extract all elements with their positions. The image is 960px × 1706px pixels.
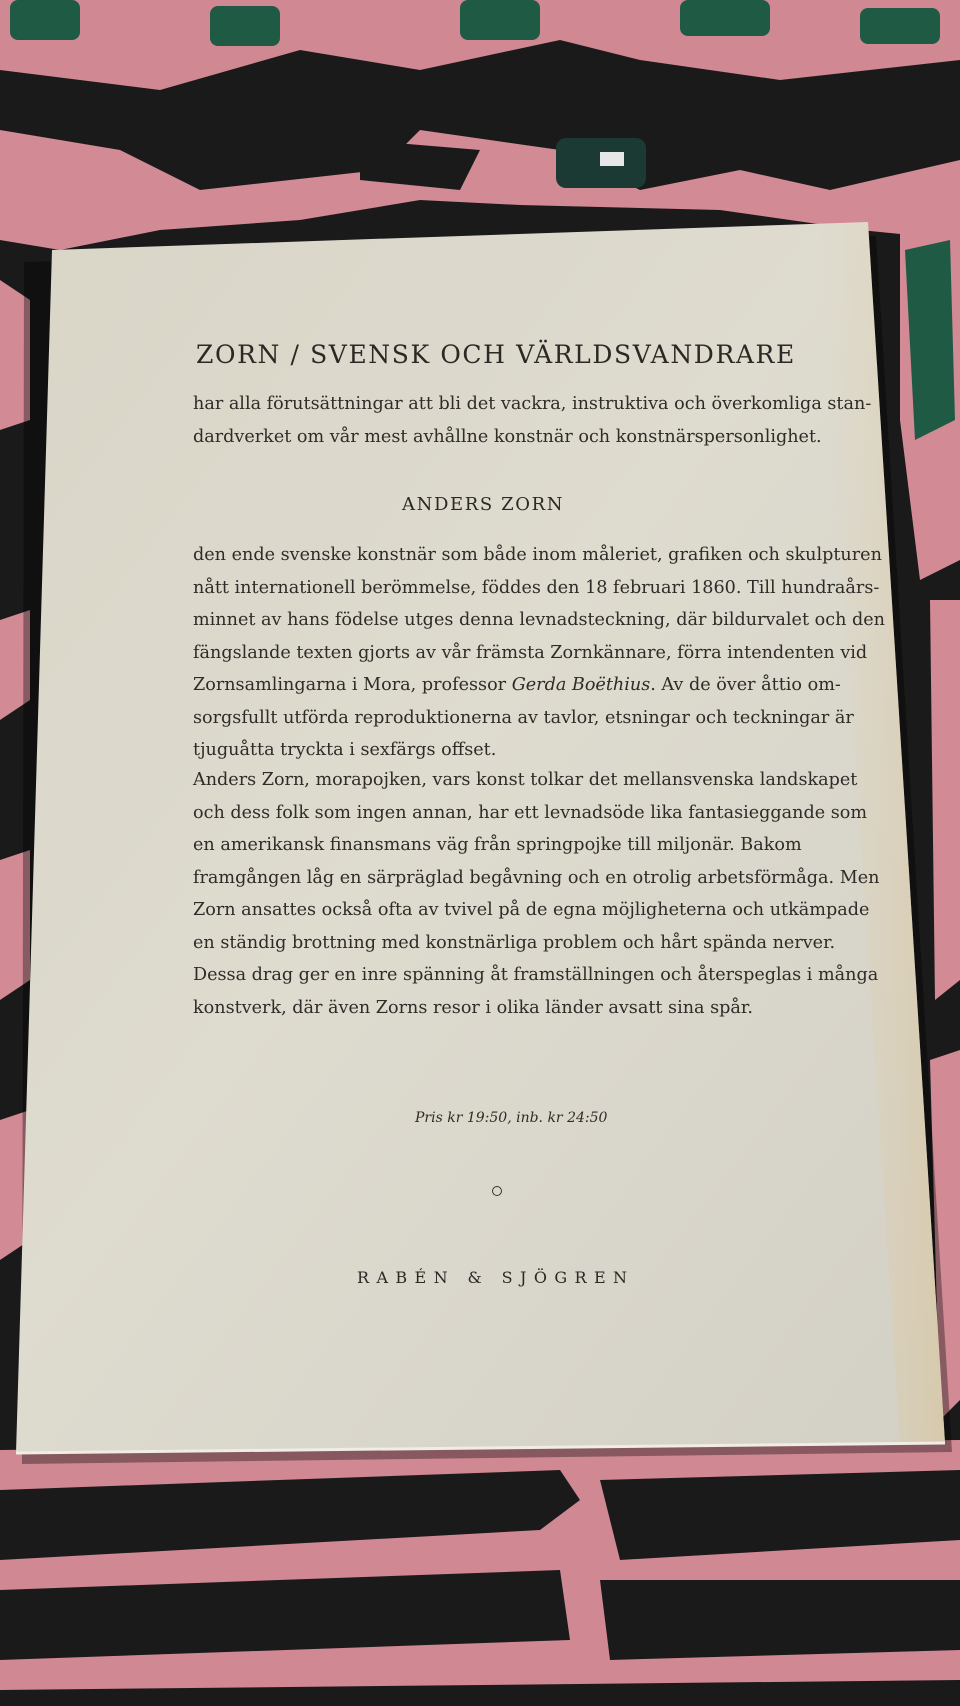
price-text: Pris kr 19:50, inb. kr 24:50 <box>415 1110 608 1126</box>
cover-title: ZORN / SVENSK OCH VÄRLDSVANDRARE <box>196 340 796 369</box>
story-line: Anders Zorn, morapojken, vars konst tolkar det mellansvenska landskapet <box>193 770 858 790</box>
bio-line-text: . Av de över åttio om- <box>650 675 841 695</box>
intro-line: dardverket om vår mest avhållne konstnär och konstnärspersonlighet. <box>193 426 822 447</box>
story-line: konstverk, där även Zorns resor i olika länder avsatt sina spår. <box>193 997 753 1018</box>
bio-line: tjuguåtta tryckta i sexfärgs offset. <box>193 740 497 760</box>
story-line: en ständig brottning med konstnärliga problem och hårt spända nerver. <box>193 932 836 953</box>
cover-subtitle: ANDERS ZORN <box>402 494 565 515</box>
publisher-name: RABÉN & SJÖGREN <box>357 1268 635 1287</box>
story-line: Dessa drag ger en inre spänning åt framställningen och återspeglas i många <box>193 965 879 985</box>
story-line: och dess folk som ingen annan, har ett levnadsöde lika fantasieggande som <box>193 802 868 823</box>
author-name: Gerda Boëthius <box>511 675 651 695</box>
bio-line: fängslande texten gjorts av vår främsta Zornkännare, förra intendenten vid <box>193 642 868 663</box>
story-line: Zorn ansattes också ofta av tvivel på de egna möjligheterna och utkämpade <box>193 900 870 920</box>
story-paragraph <box>193 764 880 1024</box>
bio-line: nått internationell berömmelse, föddes den 18 februari 1860. Till hundraårs- <box>193 577 880 598</box>
bio-line <box>193 669 841 702</box>
intro-paragraph <box>193 388 872 453</box>
bio-line: sorgsfullt utförda reproduktionerna av tavlor, etsningar och teckningar är <box>193 707 854 728</box>
story-line: en amerikansk finansmans väg från springpojke till miljonär. Bakom <box>193 835 802 855</box>
story-line: framgången låg en särpräglad begåvning och en otrolig arbetsförmåga. Men <box>193 867 880 888</box>
intro-line: har alla förutsättningar att bli det vackra, instruktiva och överkomliga stan- <box>193 394 872 414</box>
bio-line-text: Zornsamlingarna i Mora, professor <box>193 675 512 695</box>
bio-line: minnet av hans födelse utges denna levnadsteckning, där bildurvalet och den <box>193 610 885 630</box>
bio-line: den ende svenske konstnär som både inom måleriet, grafiken och skulpturen <box>193 545 882 565</box>
bio-paragraph <box>193 539 885 767</box>
circle-ornament-icon <box>492 1186 502 1196</box>
